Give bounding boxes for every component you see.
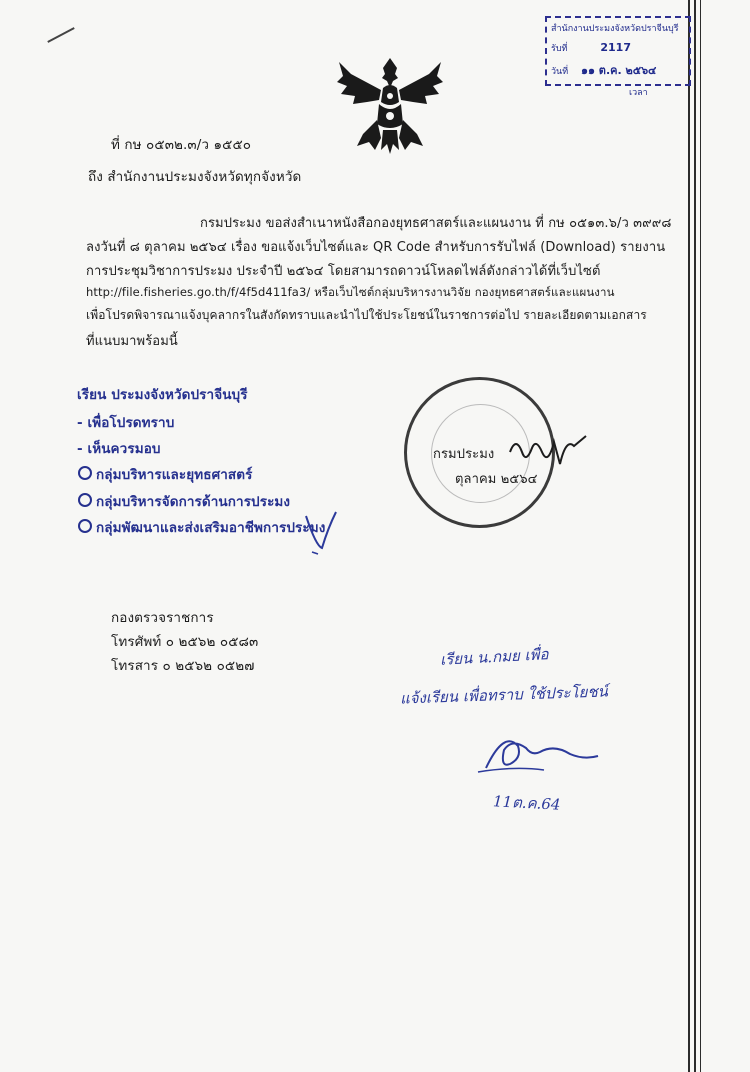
body-line-5: เพื่อโปรดพิจารณาแจ้งบุคลากรในสังกัดทราบและนำไปใช้ประโยชน์ในราชการต่อไป รายละเอียดตามเอกสาร <box>86 308 647 322</box>
stamp-date-value: ๑๑ ต.ค. ๒๕๖๔ <box>581 64 657 77</box>
seal-date: ตุลาคม ๒๕๖๔ <box>455 472 538 487</box>
seal-signature-icon <box>508 432 590 472</box>
handwritten-note-1: เรียน น.กมย เพื่อ <box>439 645 549 669</box>
stamp-received-label: รับที่ <box>551 44 568 54</box>
routing-item: กลุ่มบริหารและยุทธศาสตร์ <box>78 463 252 485</box>
body-line-1: กรมประมง ขอส่งสำเนาหนังสือกองยุทธศาสตร์และแผนงาน ที่ กษ ๐๕๑๓.๖/ว ๓๙๙๘ <box>200 216 672 231</box>
handwritten-note-2: แจ้งเรียน เพื่อทราบ ใช้ประโยชน์ <box>399 682 609 708</box>
stamp-time-label: เวลา <box>629 88 648 98</box>
footer-phone: โทรศัพท์ ๐ ๒๕๖๒ ๐๕๘๓ <box>111 634 259 650</box>
routing-item: - เพื่อโปรดทราบ <box>77 415 175 431</box>
checkbox-circle-icon <box>78 493 92 507</box>
edge-line <box>694 0 696 1072</box>
stamp-org: สำนักงานประมงจังหวัดปราจีนบุรี <box>551 24 679 34</box>
initial-signature-icon <box>302 508 352 556</box>
edge-line <box>688 0 690 1072</box>
reference-number: ที่ กษ ๐๕๓๒.๓/ว ๑๕๕๐ <box>111 137 252 153</box>
body-line-3: การประชุมวิชาการประมง ประจำปี ๒๕๖๔ โดยสามารถดาวน์โหลดไฟล์ดังกล่าวได้ที่เว็บไซต์ <box>86 264 601 279</box>
pen-mark <box>47 27 74 43</box>
handwritten-date: 11ต.ค.64 <box>492 792 561 814</box>
routing-item: กลุ่มบริหารจัดการด้านการประมง <box>78 490 290 512</box>
seal-dept: กรมประมง <box>433 447 495 462</box>
received-stamp <box>545 16 691 98</box>
stamp-received-number: 2117 <box>600 41 631 54</box>
routing-title: เรียน ประมงจังหวัดปราจีนบุรี <box>77 387 248 403</box>
checkbox-circle-icon <box>78 519 92 533</box>
stamp-date-label: วันที่ <box>551 67 569 77</box>
recipient-line: ถึง สำนักงานประมงจังหวัดทุกจังหวัด <box>88 169 302 185</box>
garuda-emblem-icon <box>333 54 447 158</box>
footer-office: กองตรวจราชการ <box>111 610 214 626</box>
routing-item: - เห็นควรมอบ <box>77 441 161 457</box>
body-line-4: http://file.fisheries.go.th/f/4f5d411fa3/ หรือเว็บไซต์กลุ่มบริหารงานวิจัย กองยุทธศาสตร์และแผนงาน <box>86 285 615 299</box>
footer-fax: โทรสาร ๐ ๒๕๖๒ ๐๕๒๗ <box>111 658 255 674</box>
edge-line <box>700 0 701 1072</box>
body-line-2: ลงวันที่ ๘ ตุลาคม ๒๕๖๔ เรื่อง ขอแจ้งเว็บไซต์และ QR Code สำหรับการรับไฟล์ (Download) รายงาน <box>86 240 666 255</box>
routing-item: กลุ่มพัฒนาและส่งเสริมอาชีพการประมง <box>78 516 325 538</box>
handwritten-signature-icon <box>474 728 604 776</box>
body-line-6: ที่แนบมาพร้อมนี้ <box>86 334 178 349</box>
checkbox-circle-icon <box>78 466 92 480</box>
